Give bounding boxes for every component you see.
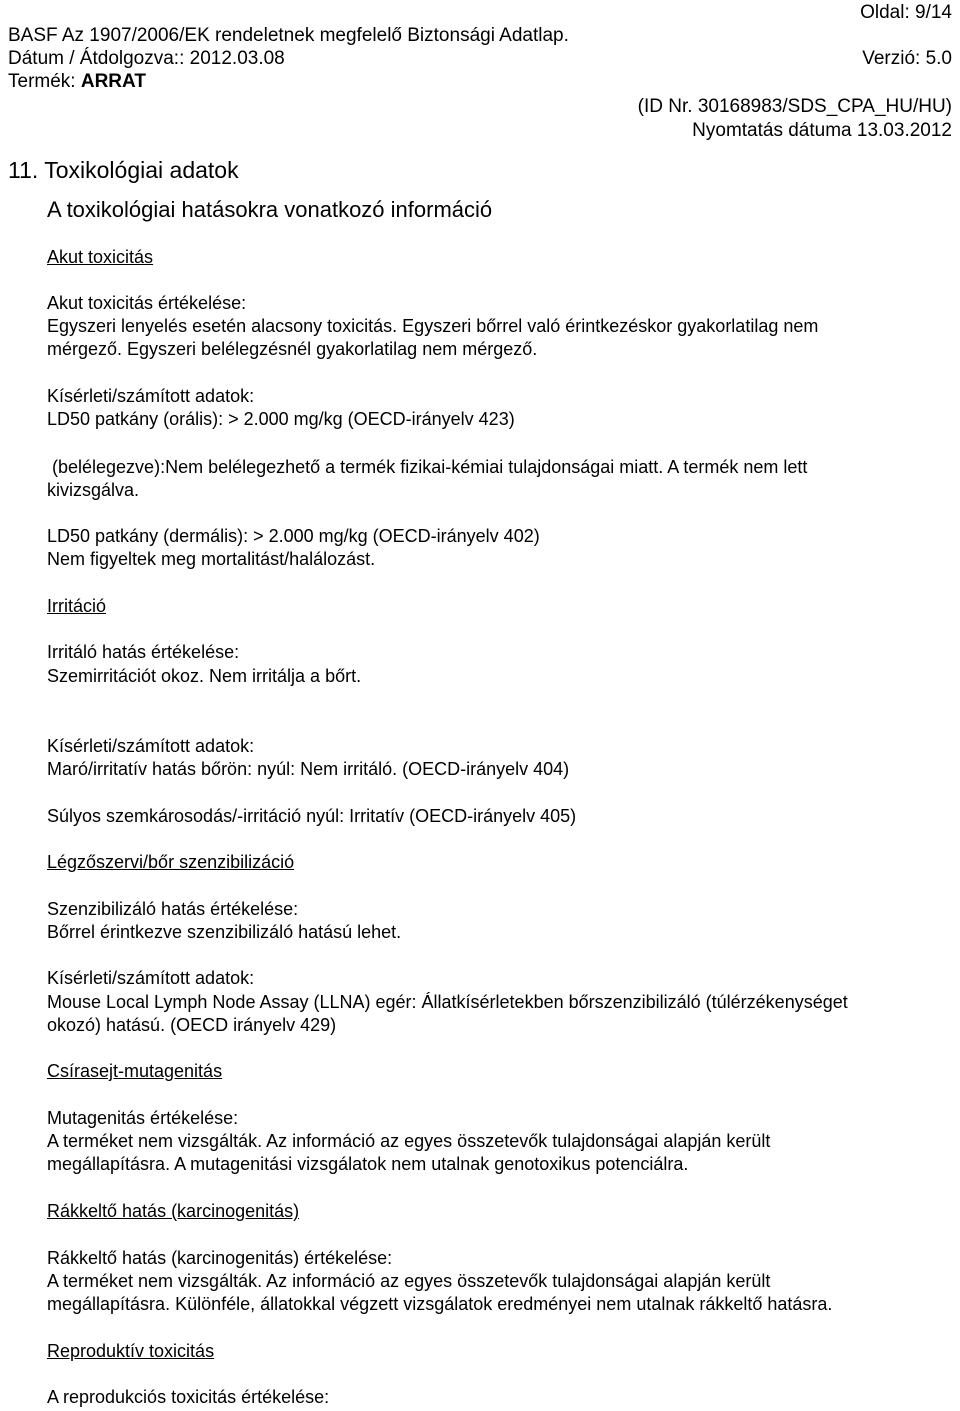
carcinogenicity-eval-label: Rákkeltő hatás (karcinogenitás) értékelése: xyxy=(47,1248,393,1268)
sensitization-eval-label: Szenzibilizáló hatás értékelése: xyxy=(47,899,299,919)
sensitization-eval-text: Bőrrel érintkezve szenzibilizáló hatású lehet. xyxy=(47,922,402,942)
revision-date: Dátum / Átdolgozva:: 2012.03.08 xyxy=(8,48,285,69)
llna-line1: Mouse Local Lymph Node Assay (LLNA) egér: Állatkísérletekben bőrszenzibilizáló (túlérzékenységet xyxy=(47,992,848,1012)
carcinogenicity-heading: Rákkeltő hatás (karcinogenitás) xyxy=(47,1201,300,1221)
acute-eval-line2: mérgező. Egyszeri belélegzésnél gyakorlatilag nem mérgező. xyxy=(47,339,538,359)
print-date: Nyomtatás dátuma 13.03.2012 xyxy=(692,120,952,141)
irritation-eval-label: Irritáló hatás értékelése: xyxy=(47,642,240,662)
sensitization-heading: Légzőszervi/bőr szenzibilizáció xyxy=(47,852,295,872)
reproductive-heading: Reproduktív toxicitás xyxy=(47,1341,215,1361)
carcinogenicity-line2: megállapításra. Különféle, állatokkal végzett vizsgálatok eredményei nem utalnak rákkeltő hatásra. xyxy=(47,1294,833,1314)
acute-eval-label: Akut toxicitás értékelése: xyxy=(47,293,247,313)
irritation-eval-text: Szemirritációt okoz. Nem irritálja a bőrt. xyxy=(47,666,362,686)
document-id: (ID Nr. 30168983/SDS_CPA_HU/HU) xyxy=(637,96,952,117)
sensitization-exp-label: Kísérleti/számított adatok: xyxy=(47,968,255,988)
regulation-line: BASF Az 1907/2006/EK rendeletnek megfelelő Biztonsági Adatlap. xyxy=(8,25,569,46)
eye-irritation: Súlyos szemkárosodás/-irritáció nyúl: Irritatív (OECD-irányelv 405) xyxy=(47,806,577,826)
skin-irritation: Maró/irritatív hatás bőrön: nyúl: Nem irritáló. (OECD-irányelv 404) xyxy=(47,759,570,779)
acute-exp-label: Kísérleti/számított adatok: xyxy=(47,386,255,406)
mutagenicity-line1: A terméket nem vizsgálták. Az információ az egyes összetevők tulajdonságai alapján került xyxy=(47,1131,771,1151)
section-title: 11. Toxikológiai adatok xyxy=(8,157,239,183)
ld50-oral: LD50 patkány (orális): > 2.000 mg/kg (OECD-irányelv 423) xyxy=(47,409,515,429)
llna-line2: okozó) hatású. (OECD irányelv 429) xyxy=(47,1015,337,1035)
product-line xyxy=(8,71,146,93)
version-label: Verzió: 5.0 xyxy=(862,48,952,69)
mutagenicity-eval-label: Mutagenitás értékelése: xyxy=(47,1108,239,1128)
inhalation-line2: kivizsgálva. xyxy=(47,480,140,500)
irritation-exp-label: Kísérleti/számított adatok: xyxy=(47,736,255,756)
page-number: Oldal: 9/14 xyxy=(860,2,952,23)
irritation-heading: Irritáció xyxy=(47,596,107,616)
mortality-note: Nem figyeltek meg mortalitást/halálozást. xyxy=(47,549,376,569)
product-label: Termék: xyxy=(8,71,81,92)
mutagenicity-heading: Csírasejt-mutagenitás xyxy=(47,1061,223,1081)
acute-toxicity-heading: Akut toxicitás xyxy=(47,247,154,267)
ld50-dermal: LD50 patkány (dermális): > 2.000 mg/kg (OECD-irányelv 402) xyxy=(47,526,540,546)
reproductive-eval-label: A reprodukciós toxicitás értékelése: xyxy=(47,1387,330,1407)
inhalation-line1: (belélegezve):Nem belélegezhető a termék fizikai-kémiai tulajdonságai miatt. A termék nem lett xyxy=(47,457,808,477)
mutagenicity-line2: megállapításra. A mutagenitási vizsgálatok nem utalnak genotoxikus potenciálra. xyxy=(47,1154,689,1174)
carcinogenicity-line1: A terméket nem vizsgálták. Az információ az egyes összetevők tulajdonságai alapján került xyxy=(47,1271,771,1291)
section-subtitle: A toxikológiai hatásokra vonatkozó információ xyxy=(47,197,493,222)
acute-eval-line1: Egyszeri lenyelés esetén alacsony toxicitás. Egyszeri bőrrel való érintkezéskor gyakorlatilag nem xyxy=(47,316,819,336)
product-name: ARRAT xyxy=(80,71,146,92)
